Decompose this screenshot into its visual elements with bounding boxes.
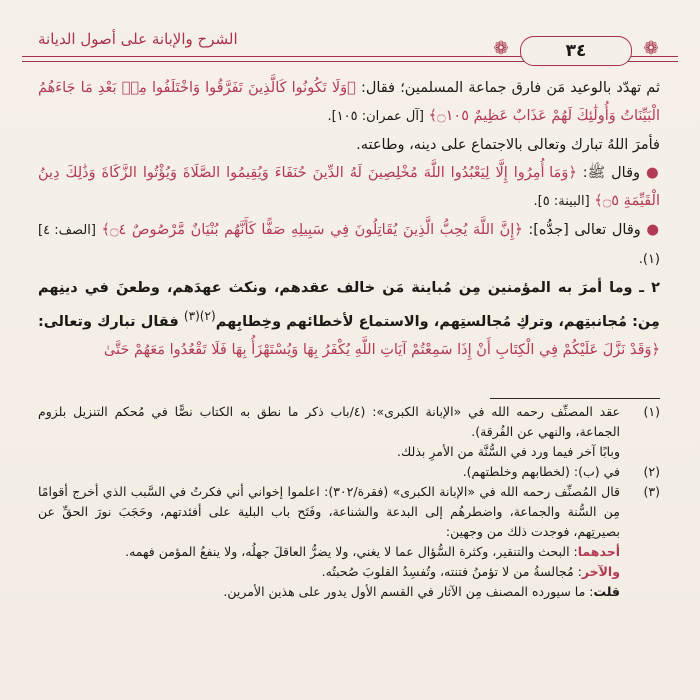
ornament-icon: ❁ [643, 38, 659, 59]
verse-reference: [الصف: ٤] (١). [38, 223, 660, 267]
paragraph-text: وقال ﷺ: [576, 165, 641, 181]
verse-reference: [البينة: ٥]. [533, 194, 590, 209]
footnote-number: (٣) [643, 484, 660, 499]
paragraph-text: فأمرَ اللهُ تبارك وتعالى بالاجتماع على دينه، وطاعته. [356, 137, 660, 153]
paragraph-text: وقال تعالى [جدُّه]: [522, 222, 641, 238]
paragraph-3 [38, 159, 660, 216]
footnote-3-point-c [38, 582, 660, 602]
page-number: ٣٤ [520, 36, 632, 66]
paragraph-1 [38, 74, 660, 131]
point-text: : ما سيورده المصنف مِن الآثار في القسم الأول يدور على هذين الأمرين. [223, 584, 594, 599]
footnote-3-point-b [38, 562, 660, 582]
footnote-1-continuation: وبابًا آخر فيما ورد في السُّنَّة من الأمرِ بذلك. [397, 444, 620, 459]
bullet-icon: ● [640, 222, 661, 238]
verse-reference: [آل عمران: ١٠٥]. [327, 109, 425, 124]
point-text: : البحث والتنقير، وكثرة السُّؤال عما لا يغني، ولا يضرُّ العاقلَ جهلُه، ولا ينفعُ المؤمن فهمه. [125, 544, 578, 559]
paragraph-text: وما أمرَ به المؤمنين مِن مُباينة مَن خالف عقدهم، ونكث عهدَهم، وطعنَ في دينِهم مِن: مُجانبتِهم، وتركِ مُجالستِهم، والاستماع لأخطائهم وخِطابِهم [38, 280, 660, 330]
footnotes [38, 402, 660, 602]
point-label: أحدهما [577, 544, 620, 559]
paragraph-2 [38, 131, 660, 159]
point-label: والآخر [581, 564, 620, 579]
quran-verse: ﴿وَلَا تَكُونُوا كَالَّذِينَ تَفَرَّقُوا وَاخْتَلَفُوا مِنۢ بَعْدِ مَا جَاءَهُمُ الْبَيِّنَاتُ وَأُولَٰئِكَ لَهُمْ عَذَابٌ عَظِيمٌ ۝١٠٥﴾ [38, 80, 660, 124]
quran-verse: ﴿وَمَا أُمِرُوا إِلَّا لِيَعْبُدُوا اللَّهَ مُخْلِصِينَ لَهُ الدِّينَ حُنَفَاءَ وَيُقِيمُوا الصَّلَاةَ وَيُؤْتُوا الزَّكَاةَ وَذَٰلِكَ دِينُ الْقَيِّمَةِ ۝٥﴾ [38, 165, 660, 209]
paragraph-text: ثم تهدّد بالوعيد مَن فارق جماعة المسلمين؛ فقال: [355, 80, 660, 96]
footnote-number: (١) [643, 404, 660, 419]
footnote-text: عقد المصنِّف رحمه الله في «الإبانة الكبرى»: (٤/باب ذكر ما نطق به الكتاب نصًّا في مُحكم التنزيل بلزوم الجماعة، والنهي عن الفُرقة). [38, 404, 621, 439]
footnote-text: في (ب): (لخطابهم وخلطتهم). [462, 464, 620, 479]
bullet-icon: ● [640, 165, 660, 181]
footnote-marks: (٢)(٣) [183, 309, 216, 323]
point-text: : مُجالسةُ من لا تؤمنُ فتنته، وتُفسِدُ القلوبَ صُحبتُه. [321, 564, 582, 579]
paragraph-5 [38, 274, 660, 364]
quran-verse: ﴿إِنَّ اللَّهَ يُحِبُّ الَّذِينَ يُقَاتِلُونَ فِي سَبِيلِهِ صَفًّا كَأَنَّهُم بُنْيَانٌ مَّرْصُوصٌ ۝٤﴾ [101, 222, 523, 238]
item-number: ٢ ـ [639, 280, 660, 296]
book-title: الشرح والإبانة على أصول الديانة [30, 30, 246, 48]
footnote-text: قال المُصنِّف رحمه الله في «الإبانة الكبرى» (فقرة/٣٠٢): اعلموا إخواني أني فكرتُ في السَّبب الذي أخرج أقوامًا مِن السُّنة والجماعة، واضطرهُم إلى البدعة والشناعة، وفَتَح باب البلية على أفئدتهم، وحَجَبَ نورَ الحقِّ عن بصيرتِهم، فوجدت ذلك من وجهين: [38, 484, 620, 539]
footnote-2 [38, 462, 660, 482]
footnote-3 [38, 482, 660, 542]
page-header [22, 26, 678, 66]
paragraph-text: فقال تبارك وتعالى: [38, 313, 184, 330]
main-text [38, 74, 660, 364]
paragraph-4 [38, 216, 660, 274]
quran-verse: ﴿وَقَدْ نَزَّلَ عَلَيْكُمْ فِي الْكِتَابِ أَنْ إِذَا سَمِعْتُمْ آيَاتِ اللَّهِ يُكْفَرُ بِهَا وَيُسْتَهْزَأُ بِهَا فَلَا تَقْعُدُوا مَعَهُمْ حَتَّىٰ [103, 341, 660, 358]
footnote-1 [38, 402, 660, 442]
point-label: قلت [593, 584, 620, 599]
footnote-number: (٢) [643, 464, 660, 479]
footnote-3-point-a [38, 542, 660, 562]
footnote-divider [490, 398, 660, 399]
ornament-icon: ❁ [493, 38, 509, 59]
